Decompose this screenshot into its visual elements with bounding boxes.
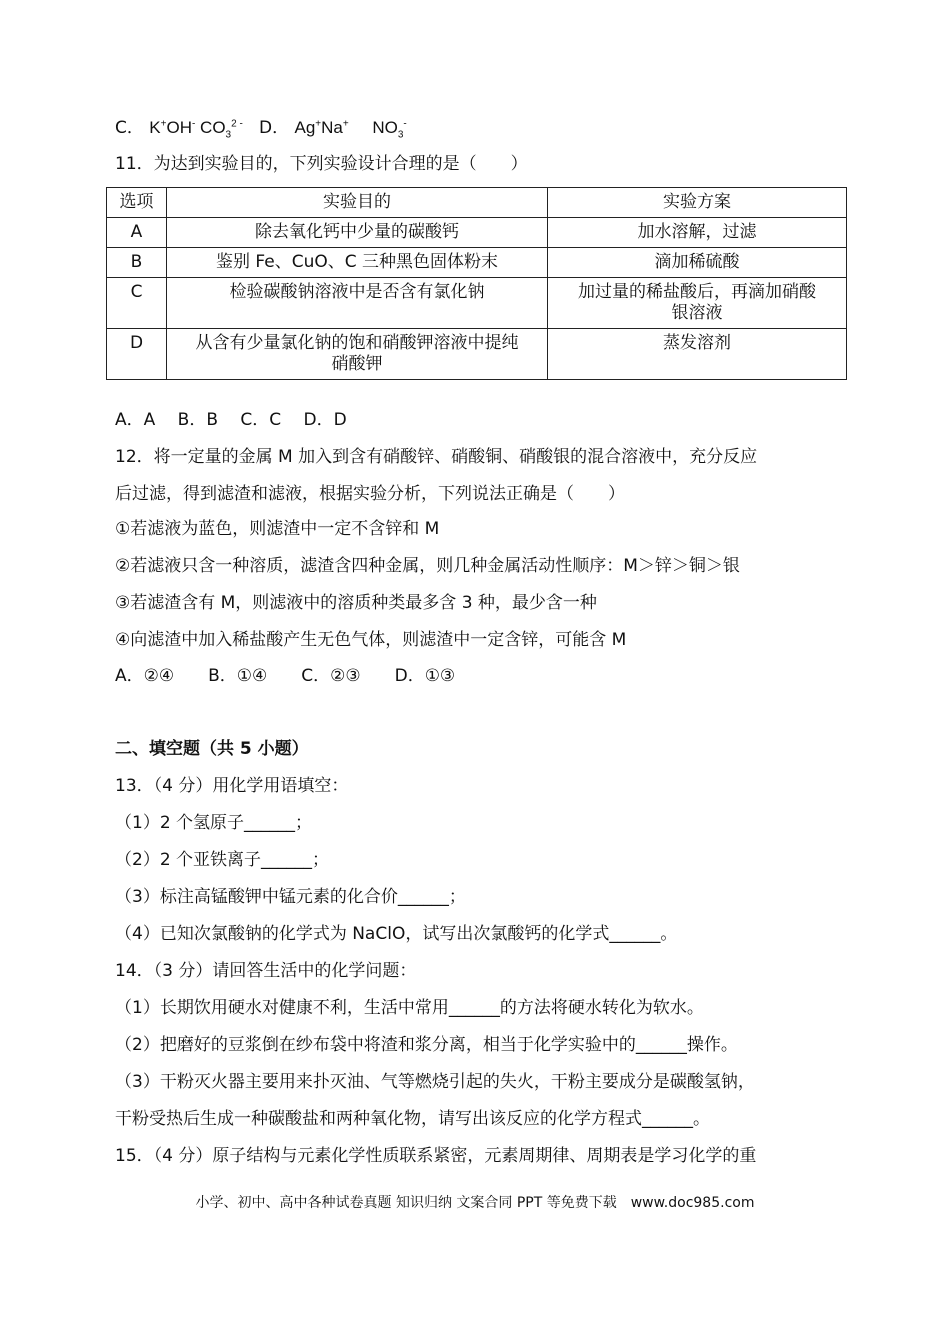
q14-part-3-line1: （3）干粉灭火器主要用来扑灭油、气等燃烧引起的失火，干粉主要成分是碳酸氢钠，: [115, 1072, 755, 1092]
header-plan: 实验方案: [548, 188, 847, 218]
q11-stem: 11．为达到实验目的，下列实验设计合理的是（ ）: [115, 154, 528, 174]
q11-answers: A．A B．B C．C D．D: [115, 410, 347, 430]
row-option: A: [107, 218, 167, 248]
table-header-row: [107, 188, 847, 218]
page-footer: 小学、初中、高中各种试卷真题 知识归纳 文案合同 PPT 等免费下载 www.doc985.com: [195, 1195, 755, 1211]
q15-stem: 15．（4 分）原子结构与元素化学性质联系紧密，元素周期律、周期表是学习化学的重: [115, 1146, 757, 1166]
q14-stem: 14．（3 分）请回答生活中的化学问题：: [115, 961, 417, 981]
row-option: B: [107, 248, 167, 278]
row-plan: 蒸发溶剂: [548, 329, 847, 380]
q10-options-line: [115, 117, 407, 139]
q12-answers: A．②④ B．①④ C．②③ D．①③: [115, 666, 456, 686]
q13-stem: 13．（4 分）用化学用语填空：: [115, 776, 349, 796]
row-option: D: [107, 329, 167, 380]
q14-part-1: （1）长期饮用硬水对健康不利，生活中常用______的方法将硬水转化为软水。: [115, 998, 704, 1018]
row-plan: 滴加稀硫酸: [548, 248, 847, 278]
q10-option-d-ions: Ag+Na+ $NO_3^-$: [294, 118, 407, 141]
q14-part-3-line2: 干粉受热后生成一种碳酸盐和两种氧化物，请写出该反应的化学方程式______。: [115, 1109, 710, 1129]
header-purpose: 实验目的: [167, 188, 548, 218]
q10-option-d-label: D．: [259, 118, 290, 138]
q12-statement-1: ①若滤液为蓝色，则滤渣中一定不含锌和 M: [115, 519, 440, 539]
row-purpose: 除去氧化钙中少量的碳酸钙: [167, 218, 548, 248]
q13-part-3: （3）标注高锰酸钾中锰元素的化合价______；: [115, 887, 466, 907]
q10-option-c-ions: K+OH- $CO_3^{2 -}$: [149, 118, 243, 141]
section-title: 二、填空题（共 5 小题）: [115, 739, 309, 759]
row-purpose: 检验碳酸钠溶液中是否含有氯化钠: [167, 278, 548, 329]
table-row: [107, 218, 847, 248]
q12-stem-line2: 后过滤，得到滤渣和滤液，根据实验分析，下列说法正确是（ ）: [115, 484, 625, 504]
q12-statement-3: ③若滤渣含有 M，则滤液中的溶质种类最多含 3 种，最少含一种: [115, 593, 597, 613]
header-option: 选项: [107, 188, 167, 218]
q12-statement-2: ②若滤液只含一种溶质，滤渣含四种金属，则几种金属活动性顺序：M＞锌＞铜＞银: [115, 556, 740, 576]
q14-part-2: （2）把磨好的豆浆倒在纱布袋中将渣和浆分离，相当于化学实验中的______操作。: [115, 1035, 738, 1055]
q12-stem-line1: 12．将一定量的金属 M 加入到含有硝酸锌、硝酸铜、硝酸银的混合溶液中，充分反应: [115, 447, 758, 467]
row-purpose: 从含有少量氯化钠的饱和硝酸钾溶液中提纯 硝酸钾: [167, 329, 548, 380]
q11-experiment-table: [106, 187, 847, 380]
row-option: C: [107, 278, 167, 329]
table-row: [107, 278, 847, 329]
table-row: [107, 248, 847, 278]
q13-part-4: （4）已知次氯酸钠的化学式为 NaClO，试写出次氯酸钙的化学式______。: [115, 924, 678, 944]
q12-statement-4: ④向滤渣中加入稀盐酸产生无色气体，则滤渣中一定含锌，可能含 M: [115, 630, 627, 650]
q10-option-c-label: C．: [115, 118, 144, 138]
table-row: [107, 329, 847, 380]
row-plan: 加水溶解，过滤: [548, 218, 847, 248]
row-purpose: 鉴别 Fe、CuO、C 三种黑色固体粉末: [167, 248, 548, 278]
q13-part-1: （1）2 个氢原子______；: [115, 813, 313, 833]
q13-part-2: （2）2 个亚铁离子______；: [115, 850, 330, 870]
row-plan: 加过量的稀盐酸后，再滴加硝酸 银溶液: [548, 278, 847, 329]
